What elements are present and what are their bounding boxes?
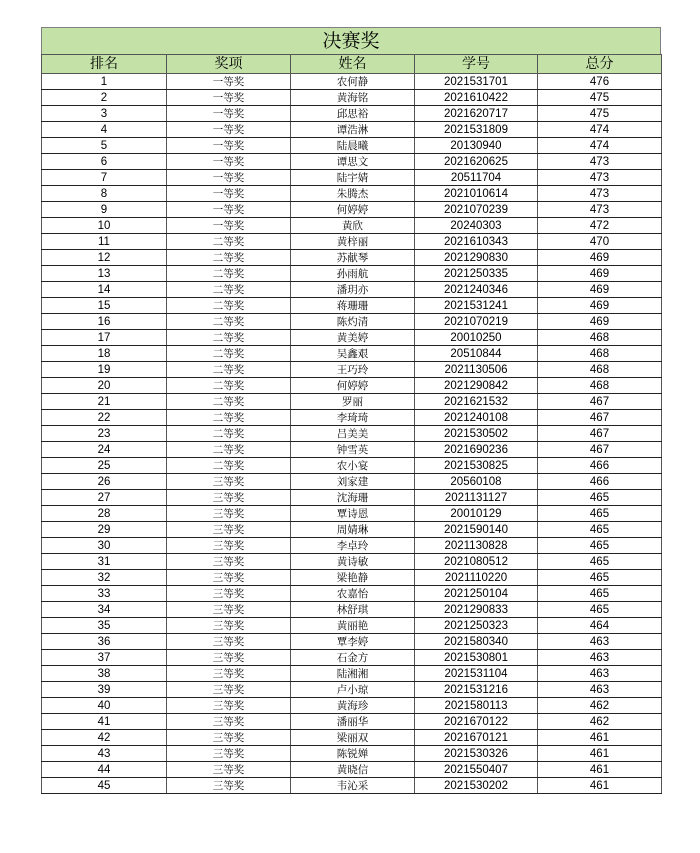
header-name: 姓名 — [291, 55, 415, 74]
table-row — [42, 202, 662, 218]
student-id-cell: 20010250 — [415, 330, 538, 346]
score-cell: 475 — [538, 106, 662, 122]
rank-cell: 36 — [42, 634, 167, 650]
results-sheet — [41, 27, 661, 794]
name-cell: 林舒琪 — [291, 602, 415, 618]
table-row — [42, 266, 662, 282]
name-cell: 何婷婷 — [291, 202, 415, 218]
table-row — [42, 346, 662, 362]
name-cell: 黄梓丽 — [291, 234, 415, 250]
header-student-id: 学号 — [415, 55, 538, 74]
student-id-cell: 2021530801 — [415, 650, 538, 666]
student-id-cell: 2021620717 — [415, 106, 538, 122]
score-cell: 463 — [538, 682, 662, 698]
name-cell: 陆湘湘 — [291, 666, 415, 682]
award-cell: 一等奖 — [167, 138, 291, 154]
score-cell: 467 — [538, 426, 662, 442]
table-row — [42, 666, 662, 682]
name-cell: 陆宇婧 — [291, 170, 415, 186]
name-cell: 黄欣 — [291, 218, 415, 234]
rank-cell: 37 — [42, 650, 167, 666]
score-cell: 464 — [538, 618, 662, 634]
name-cell: 黄丽艳 — [291, 618, 415, 634]
student-id-cell: 20240303 — [415, 218, 538, 234]
score-cell: 461 — [538, 730, 662, 746]
table-row — [42, 186, 662, 202]
student-id-cell: 2021580340 — [415, 634, 538, 650]
score-cell: 461 — [538, 746, 662, 762]
table-row — [42, 634, 662, 650]
table-row — [42, 458, 662, 474]
rank-cell: 29 — [42, 522, 167, 538]
student-id-cell: 2021610343 — [415, 234, 538, 250]
results-table — [41, 54, 662, 794]
table-row — [42, 538, 662, 554]
table-body — [42, 74, 662, 794]
rank-cell: 10 — [42, 218, 167, 234]
student-id-cell: 2021530825 — [415, 458, 538, 474]
table-row — [42, 330, 662, 346]
student-id-cell: 2021610422 — [415, 90, 538, 106]
table-row — [42, 394, 662, 410]
rank-cell: 13 — [42, 266, 167, 282]
name-cell: 谭思文 — [291, 154, 415, 170]
student-id-cell: 2021240346 — [415, 282, 538, 298]
table-row — [42, 682, 662, 698]
award-cell: 三等奖 — [167, 666, 291, 682]
name-cell: 朱腾杰 — [291, 186, 415, 202]
award-cell: 三等奖 — [167, 490, 291, 506]
student-id-cell: 2021621532 — [415, 394, 538, 410]
name-cell: 陆晨曦 — [291, 138, 415, 154]
student-id-cell: 2021670121 — [415, 730, 538, 746]
name-cell: 覃李婷 — [291, 634, 415, 650]
student-id-cell: 2021580113 — [415, 698, 538, 714]
award-cell: 一等奖 — [167, 106, 291, 122]
name-cell: 邱思裕 — [291, 106, 415, 122]
student-id-cell: 2021590140 — [415, 522, 538, 538]
score-cell: 466 — [538, 458, 662, 474]
rank-cell: 30 — [42, 538, 167, 554]
student-id-cell: 2021550407 — [415, 762, 538, 778]
student-id-cell: 2021080512 — [415, 554, 538, 570]
name-cell: 吕美美 — [291, 426, 415, 442]
rank-cell: 23 — [42, 426, 167, 442]
student-id-cell: 2021130506 — [415, 362, 538, 378]
name-cell: 蒋珊珊 — [291, 298, 415, 314]
table-row — [42, 154, 662, 170]
table-row — [42, 282, 662, 298]
award-cell: 三等奖 — [167, 506, 291, 522]
award-cell: 三等奖 — [167, 730, 291, 746]
award-cell: 二等奖 — [167, 394, 291, 410]
score-cell: 476 — [538, 74, 662, 90]
score-cell: 467 — [538, 410, 662, 426]
rank-cell: 1 — [42, 74, 167, 90]
name-cell: 何婷婷 — [291, 378, 415, 394]
award-cell: 二等奖 — [167, 250, 291, 266]
name-cell: 周婧琳 — [291, 522, 415, 538]
rank-cell: 26 — [42, 474, 167, 490]
student-id-cell: 2021290833 — [415, 602, 538, 618]
award-cell: 三等奖 — [167, 586, 291, 602]
award-cell: 三等奖 — [167, 682, 291, 698]
rank-cell: 41 — [42, 714, 167, 730]
table-row — [42, 746, 662, 762]
score-cell: 465 — [538, 602, 662, 618]
score-cell: 469 — [538, 250, 662, 266]
student-id-cell: 20010129 — [415, 506, 538, 522]
rank-cell: 5 — [42, 138, 167, 154]
rank-cell: 19 — [42, 362, 167, 378]
score-cell: 469 — [538, 298, 662, 314]
table-row — [42, 426, 662, 442]
award-cell: 一等奖 — [167, 74, 291, 90]
table-row — [42, 234, 662, 250]
name-cell: 黄海珍 — [291, 698, 415, 714]
table-row — [42, 122, 662, 138]
score-cell: 465 — [538, 538, 662, 554]
score-cell: 461 — [538, 778, 662, 794]
score-cell: 465 — [538, 506, 662, 522]
header-row — [42, 55, 662, 74]
score-cell: 465 — [538, 554, 662, 570]
award-cell: 二等奖 — [167, 314, 291, 330]
rank-cell: 21 — [42, 394, 167, 410]
student-id-cell: 2021530326 — [415, 746, 538, 762]
table-row — [42, 362, 662, 378]
score-cell: 468 — [538, 378, 662, 394]
name-cell: 孙雨航 — [291, 266, 415, 282]
rank-cell: 8 — [42, 186, 167, 202]
award-cell: 二等奖 — [167, 410, 291, 426]
name-cell: 苏献琴 — [291, 250, 415, 266]
score-cell: 474 — [538, 122, 662, 138]
award-cell: 三等奖 — [167, 474, 291, 490]
student-id-cell: 2021290830 — [415, 250, 538, 266]
score-cell: 461 — [538, 762, 662, 778]
rank-cell: 25 — [42, 458, 167, 474]
table-row — [42, 714, 662, 730]
name-cell: 韦沁采 — [291, 778, 415, 794]
student-id-cell: 2021250335 — [415, 266, 538, 282]
table-row — [42, 106, 662, 122]
rank-cell: 15 — [42, 298, 167, 314]
award-cell: 一等奖 — [167, 90, 291, 106]
name-cell: 覃诗恩 — [291, 506, 415, 522]
rank-cell: 43 — [42, 746, 167, 762]
award-cell: 二等奖 — [167, 426, 291, 442]
name-cell: 罗丽 — [291, 394, 415, 410]
name-cell: 农小宴 — [291, 458, 415, 474]
table-row — [42, 506, 662, 522]
score-cell: 465 — [538, 570, 662, 586]
award-cell: 一等奖 — [167, 186, 291, 202]
rank-cell: 16 — [42, 314, 167, 330]
table-row — [42, 474, 662, 490]
student-id-cell: 2021670122 — [415, 714, 538, 730]
rank-cell: 27 — [42, 490, 167, 506]
score-cell: 465 — [538, 490, 662, 506]
name-cell: 卢小琼 — [291, 682, 415, 698]
table-row — [42, 410, 662, 426]
table-row — [42, 522, 662, 538]
table-row — [42, 90, 662, 106]
score-cell: 465 — [538, 522, 662, 538]
table-row — [42, 602, 662, 618]
score-cell: 465 — [538, 586, 662, 602]
rank-cell: 42 — [42, 730, 167, 746]
score-cell: 470 — [538, 234, 662, 250]
name-cell: 农嘉怡 — [291, 586, 415, 602]
table-row — [42, 586, 662, 602]
table-row — [42, 618, 662, 634]
score-cell: 473 — [538, 202, 662, 218]
award-cell: 二等奖 — [167, 442, 291, 458]
rank-cell: 17 — [42, 330, 167, 346]
table-row — [42, 650, 662, 666]
name-cell: 潘丽华 — [291, 714, 415, 730]
award-cell: 三等奖 — [167, 762, 291, 778]
table-row — [42, 170, 662, 186]
student-id-cell: 20511704 — [415, 170, 538, 186]
score-cell: 469 — [538, 314, 662, 330]
table-row — [42, 570, 662, 586]
award-cell: 二等奖 — [167, 458, 291, 474]
name-cell: 石金方 — [291, 650, 415, 666]
award-cell: 三等奖 — [167, 602, 291, 618]
award-cell: 二等奖 — [167, 378, 291, 394]
student-id-cell: 2021531701 — [415, 74, 538, 90]
student-id-cell: 2021531104 — [415, 666, 538, 682]
name-cell: 刘家建 — [291, 474, 415, 490]
student-id-cell: 2021290842 — [415, 378, 538, 394]
rank-cell: 9 — [42, 202, 167, 218]
award-cell: 二等奖 — [167, 346, 291, 362]
student-id-cell: 2021070239 — [415, 202, 538, 218]
award-cell: 三等奖 — [167, 634, 291, 650]
rank-cell: 31 — [42, 554, 167, 570]
student-id-cell: 2021070219 — [415, 314, 538, 330]
name-cell: 王巧玲 — [291, 362, 415, 378]
student-id-cell: 2021110220 — [415, 570, 538, 586]
name-cell: 黄美婷 — [291, 330, 415, 346]
name-cell: 李琦琦 — [291, 410, 415, 426]
score-cell: 467 — [538, 394, 662, 410]
name-cell: 陈灼清 — [291, 314, 415, 330]
score-cell: 469 — [538, 282, 662, 298]
award-cell: 三等奖 — [167, 618, 291, 634]
award-cell: 一等奖 — [167, 170, 291, 186]
rank-cell: 11 — [42, 234, 167, 250]
score-cell: 467 — [538, 442, 662, 458]
award-cell: 二等奖 — [167, 330, 291, 346]
table-row — [42, 554, 662, 570]
table-row — [42, 762, 662, 778]
rank-cell: 18 — [42, 346, 167, 362]
award-cell: 二等奖 — [167, 282, 291, 298]
award-cell: 二等奖 — [167, 234, 291, 250]
student-id-cell: 2021530202 — [415, 778, 538, 794]
award-cell: 三等奖 — [167, 522, 291, 538]
name-cell: 吴鑫艰 — [291, 346, 415, 362]
header-total-score: 总分 — [538, 55, 662, 74]
award-cell: 三等奖 — [167, 570, 291, 586]
award-cell: 三等奖 — [167, 778, 291, 794]
name-cell: 谭浩淋 — [291, 122, 415, 138]
rank-cell: 40 — [42, 698, 167, 714]
rank-cell: 44 — [42, 762, 167, 778]
table-row — [42, 442, 662, 458]
award-cell: 三等奖 — [167, 538, 291, 554]
sheet-title: 决赛奖 — [41, 27, 661, 54]
name-cell: 黄诗敏 — [291, 554, 415, 570]
name-cell: 黄晓信 — [291, 762, 415, 778]
student-id-cell: 2021531241 — [415, 298, 538, 314]
score-cell: 474 — [538, 138, 662, 154]
score-cell: 473 — [538, 154, 662, 170]
rank-cell: 6 — [42, 154, 167, 170]
name-cell: 农何静 — [291, 74, 415, 90]
student-id-cell: 2021620625 — [415, 154, 538, 170]
rank-cell: 7 — [42, 170, 167, 186]
score-cell: 462 — [538, 714, 662, 730]
award-cell: 一等奖 — [167, 218, 291, 234]
rank-cell: 2 — [42, 90, 167, 106]
header-rank: 排名 — [42, 55, 167, 74]
score-cell: 473 — [538, 170, 662, 186]
name-cell: 钟雪英 — [291, 442, 415, 458]
student-id-cell: 20510844 — [415, 346, 538, 362]
score-cell: 466 — [538, 474, 662, 490]
rank-cell: 22 — [42, 410, 167, 426]
rank-cell: 33 — [42, 586, 167, 602]
header-award: 奖项 — [167, 55, 291, 74]
award-cell: 一等奖 — [167, 202, 291, 218]
student-id-cell: 20560108 — [415, 474, 538, 490]
table-row — [42, 490, 662, 506]
rank-cell: 20 — [42, 378, 167, 394]
student-id-cell: 2021250104 — [415, 586, 538, 602]
table-row — [42, 698, 662, 714]
rank-cell: 32 — [42, 570, 167, 586]
award-cell: 三等奖 — [167, 714, 291, 730]
name-cell: 潘玥亦 — [291, 282, 415, 298]
student-id-cell: 2021530502 — [415, 426, 538, 442]
rank-cell: 38 — [42, 666, 167, 682]
award-cell: 一等奖 — [167, 122, 291, 138]
award-cell: 三等奖 — [167, 554, 291, 570]
student-id-cell: 2021531809 — [415, 122, 538, 138]
award-cell: 二等奖 — [167, 266, 291, 282]
award-cell: 一等奖 — [167, 154, 291, 170]
table-row — [42, 298, 662, 314]
score-cell: 473 — [538, 186, 662, 202]
table-row — [42, 314, 662, 330]
rank-cell: 35 — [42, 618, 167, 634]
student-id-cell: 20130940 — [415, 138, 538, 154]
rank-cell: 24 — [42, 442, 167, 458]
award-cell: 三等奖 — [167, 698, 291, 714]
student-id-cell: 2021690236 — [415, 442, 538, 458]
table-row — [42, 218, 662, 234]
score-cell: 468 — [538, 362, 662, 378]
rank-cell: 45 — [42, 778, 167, 794]
student-id-cell: 2021130828 — [415, 538, 538, 554]
name-cell: 李卓玲 — [291, 538, 415, 554]
score-cell: 469 — [538, 266, 662, 282]
rank-cell: 14 — [42, 282, 167, 298]
award-cell: 二等奖 — [167, 362, 291, 378]
rank-cell: 12 — [42, 250, 167, 266]
score-cell: 463 — [538, 666, 662, 682]
score-cell: 468 — [538, 346, 662, 362]
score-cell: 468 — [538, 330, 662, 346]
name-cell: 梁丽双 — [291, 730, 415, 746]
score-cell: 463 — [538, 650, 662, 666]
student-id-cell: 2021250323 — [415, 618, 538, 634]
score-cell: 462 — [538, 698, 662, 714]
name-cell: 梁艳静 — [291, 570, 415, 586]
score-cell: 463 — [538, 634, 662, 650]
rank-cell: 39 — [42, 682, 167, 698]
score-cell: 472 — [538, 218, 662, 234]
rank-cell: 4 — [42, 122, 167, 138]
table-row — [42, 74, 662, 90]
name-cell: 沈海珊 — [291, 490, 415, 506]
rank-cell: 3 — [42, 106, 167, 122]
student-id-cell: 2021531216 — [415, 682, 538, 698]
student-id-cell: 2021131127 — [415, 490, 538, 506]
award-cell: 三等奖 — [167, 746, 291, 762]
award-cell: 三等奖 — [167, 650, 291, 666]
table-row — [42, 250, 662, 266]
student-id-cell: 2021240108 — [415, 410, 538, 426]
name-cell: 陈锐婵 — [291, 746, 415, 762]
name-cell: 黄海铭 — [291, 90, 415, 106]
rank-cell: 34 — [42, 602, 167, 618]
table-row — [42, 138, 662, 154]
award-cell: 二等奖 — [167, 298, 291, 314]
table-row — [42, 378, 662, 394]
table-row — [42, 778, 662, 794]
rank-cell: 28 — [42, 506, 167, 522]
table-row — [42, 730, 662, 746]
score-cell: 475 — [538, 90, 662, 106]
student-id-cell: 2021010614 — [415, 186, 538, 202]
